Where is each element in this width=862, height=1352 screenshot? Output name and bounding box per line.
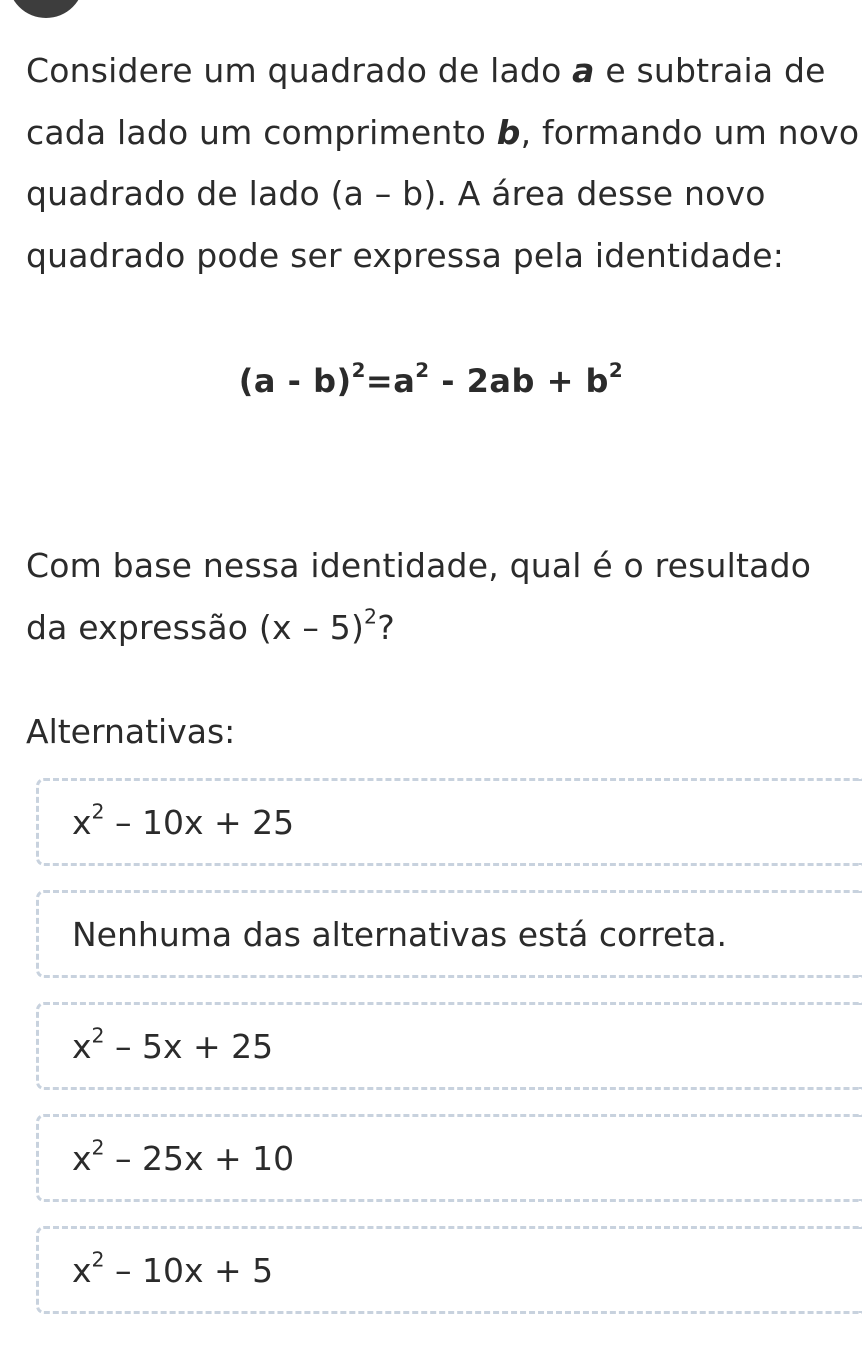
- avatar: [8, 0, 84, 18]
- question-prompt-text: Com base nessa identidade, qual é o resultado da expressão (x – 5): [26, 546, 812, 647]
- question-prompt: [26, 535, 862, 658]
- question-prompt-exponent: 2: [364, 604, 378, 629]
- question-prompt-end: ?: [377, 607, 395, 647]
- option-label: $x^2 - 10x + 5$: [72, 1247, 274, 1290]
- alternatives-heading: Alternativas:: [26, 712, 236, 751]
- question-part-1: Considere um quadrado de lado: [26, 51, 573, 90]
- formula-b-exponent: 2: [608, 359, 624, 383]
- formula-lhs: (a - b): [238, 362, 352, 400]
- identity-formula: [0, 359, 862, 400]
- alternative-option-2[interactable]: [36, 890, 862, 978]
- option-label: Nenhuma das alternativas está correta.: [72, 914, 728, 954]
- alternative-option-1[interactable]: [36, 778, 862, 866]
- variable-b: b: [496, 112, 521, 152]
- question-part-2: e subtraia de cada lado um comprimento: [26, 51, 826, 152]
- option-label: $x^2 - 5x + 25$: [72, 1023, 274, 1066]
- formula-rest: - 2ab + b: [429, 362, 609, 400]
- variable-a: a: [572, 51, 595, 90]
- alternative-option-3[interactable]: [36, 1002, 862, 1090]
- formula-equals: =a: [365, 362, 416, 400]
- alternative-option-4[interactable]: [36, 1114, 862, 1202]
- option-label: $x^2 - 10x + 25$: [72, 799, 295, 842]
- question-text: [26, 40, 862, 286]
- formula-lhs-exponent: 2: [351, 359, 366, 383]
- question-part-3: , formando um novo quadrado de lado (a – b). A área desse novo quadrado pode ser expressa pela identidade:: [26, 112, 860, 275]
- alternative-option-5[interactable]: [36, 1226, 862, 1314]
- option-label: $x^2 - 25x + 10$: [72, 1135, 295, 1178]
- formula-a-exponent: 2: [415, 359, 430, 383]
- alternatives-list: [36, 778, 862, 1338]
